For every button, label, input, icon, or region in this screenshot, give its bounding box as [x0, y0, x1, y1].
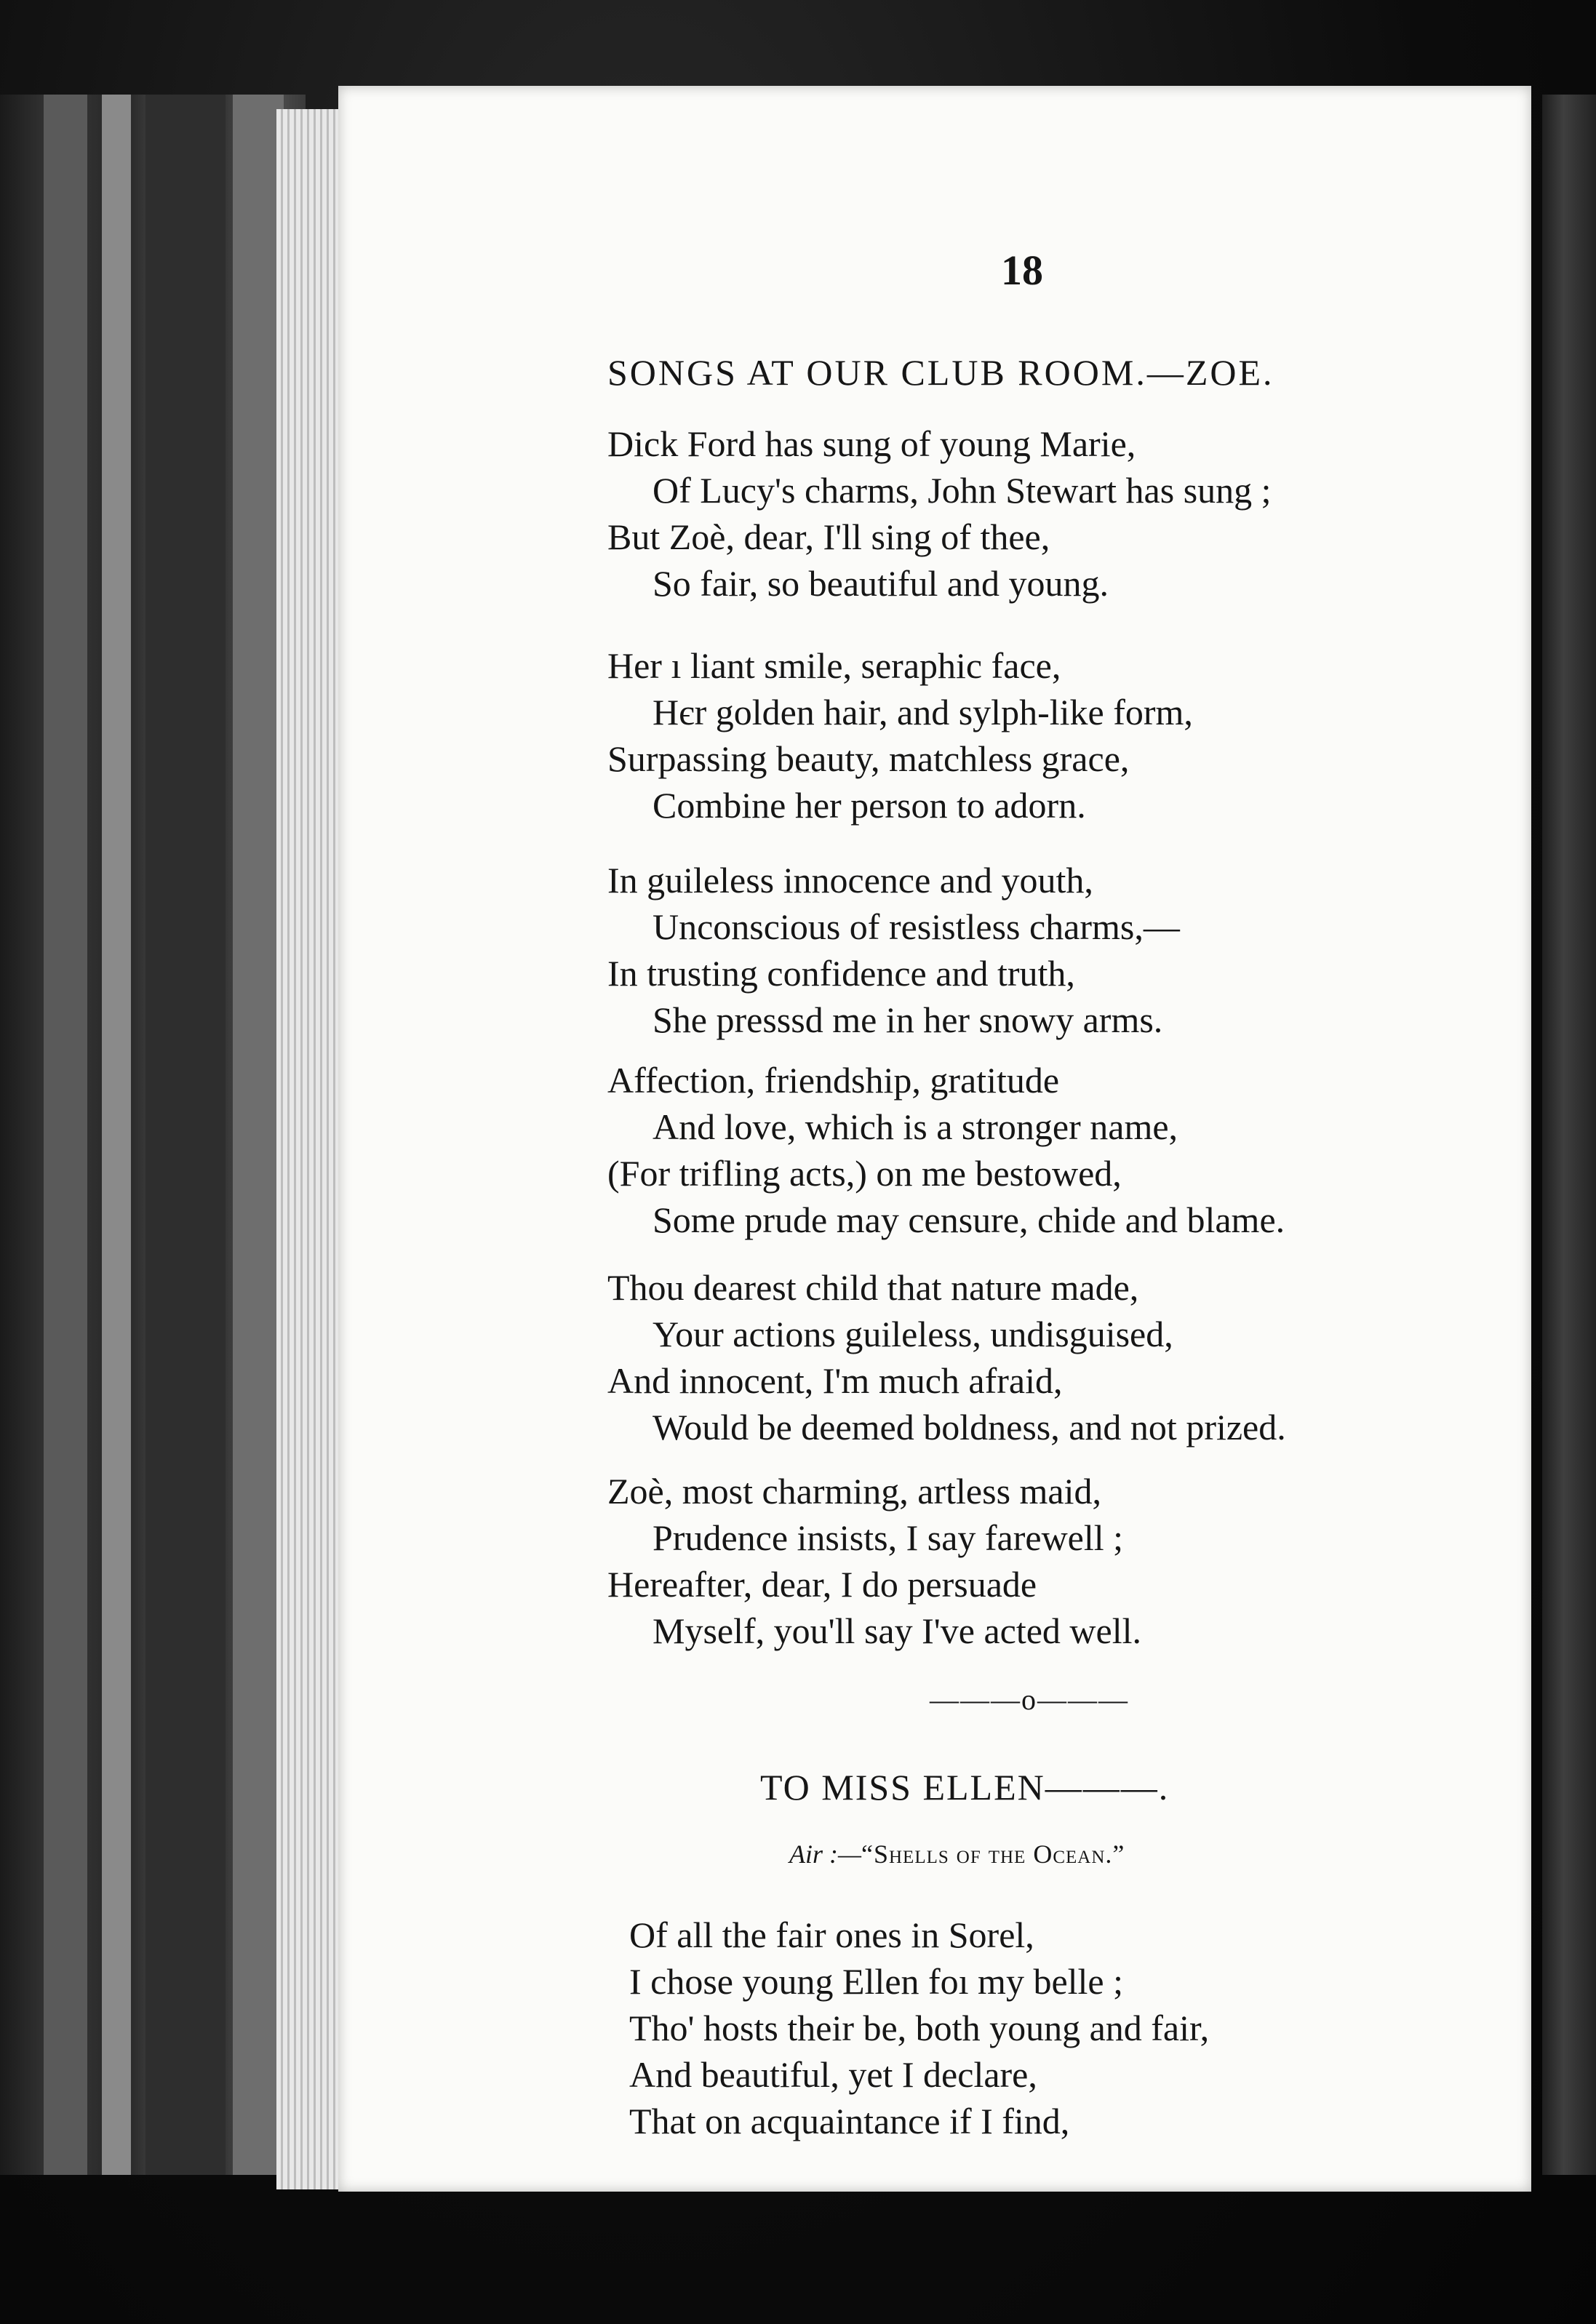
book-page [338, 86, 1531, 2192]
verse-line: In trusting confidence and truth, [607, 953, 1075, 994]
section-divider: ———o——— [930, 1683, 1129, 1716]
verse-line: Dick Ford has sung of young Marie, [607, 423, 1136, 464]
air-title: “Shells of the Ocean.” [861, 1840, 1125, 1869]
verse-line: And innocent, I'm much afraid, [607, 1360, 1063, 1401]
cover-edge [145, 95, 226, 2175]
verse-line: Hєr golden hair, and sylph-like form, [653, 692, 1193, 732]
verse-line: That on acquaintance if I find, [629, 2101, 1070, 2141]
verse-line: Of Lucy's charms, John Stewart has sung ; [653, 470, 1272, 511]
verse-line: She presssd me in her snowy arms. [653, 999, 1163, 1040]
cover-edge [102, 95, 131, 2175]
verse-line: Myself, you'll say I've acted well. [653, 1610, 1141, 1651]
verse-line: Unconscious of resistless charms,— [653, 906, 1180, 947]
stanza-3 [607, 857, 1180, 1043]
stanza-ellen-1 [629, 1912, 1209, 2144]
verse-line: Surpassing beauty, matchless grace, [607, 738, 1130, 779]
cover-edge [44, 95, 87, 2175]
verse-line: But Zoè, dear, I'll sing of thee, [607, 516, 1050, 557]
verse-line: Affection, friendship, gratitude [607, 1060, 1060, 1101]
verse-line: In guileless innocence and youth, [607, 860, 1093, 901]
verse-line: Some prude may censure, chide and blame. [653, 1199, 1285, 1240]
stanza-1 [607, 420, 1272, 607]
verse-line: Prudence insists, I say farewell ; [653, 1517, 1124, 1558]
verse-line: Combine her person to adorn. [653, 785, 1086, 826]
verse-line: And beautiful, yet I declare, [629, 2054, 1037, 2095]
verse-line: Would be deemed boldness, and not prized. [653, 1407, 1286, 1447]
air-note [789, 1839, 1125, 1869]
song-title-zoe: SONGS AT OUR CLUB ROOM.—ZOE. [607, 352, 1274, 393]
verse-line: And love, which is a stronger name, [653, 1106, 1178, 1147]
verse-line: Tho' hosts their be, both young and fair, [629, 2008, 1210, 2048]
verse-line: Zoè, most charming, artless maid, [607, 1471, 1102, 1512]
stanza-6 [607, 1468, 1141, 1654]
verse-line: Of all the fair ones in Sorel, [629, 1914, 1034, 1955]
page-number: 18 [1001, 247, 1043, 294]
verse-line: So fair, so beautiful and young. [653, 563, 1109, 604]
air-label: Air :— [789, 1840, 861, 1869]
page-text [338, 86, 1531, 2192]
verse-line: (For trifling acts,) on me bestowed, [607, 1153, 1122, 1194]
verse-line: Her ı liant smile, seraphic face, [607, 645, 1061, 686]
verse-line: Thou dearest child that nature made, [607, 1267, 1139, 1308]
song-title-ellen: TO MISS ELLEN———. [760, 1767, 1170, 1808]
stanza-2 [607, 642, 1193, 828]
verse-line: I chose young Ellen foı my belle ; [629, 1961, 1124, 2002]
page-edges [276, 109, 342, 2189]
verse-line: Hereafter, dear, I do persuade [607, 1564, 1037, 1605]
stanza-4 [607, 1057, 1285, 1243]
verse-line: Your actions guileless, undisguised, [653, 1314, 1173, 1354]
book-right-edge [1542, 95, 1596, 2175]
stanza-5 [607, 1264, 1286, 1450]
